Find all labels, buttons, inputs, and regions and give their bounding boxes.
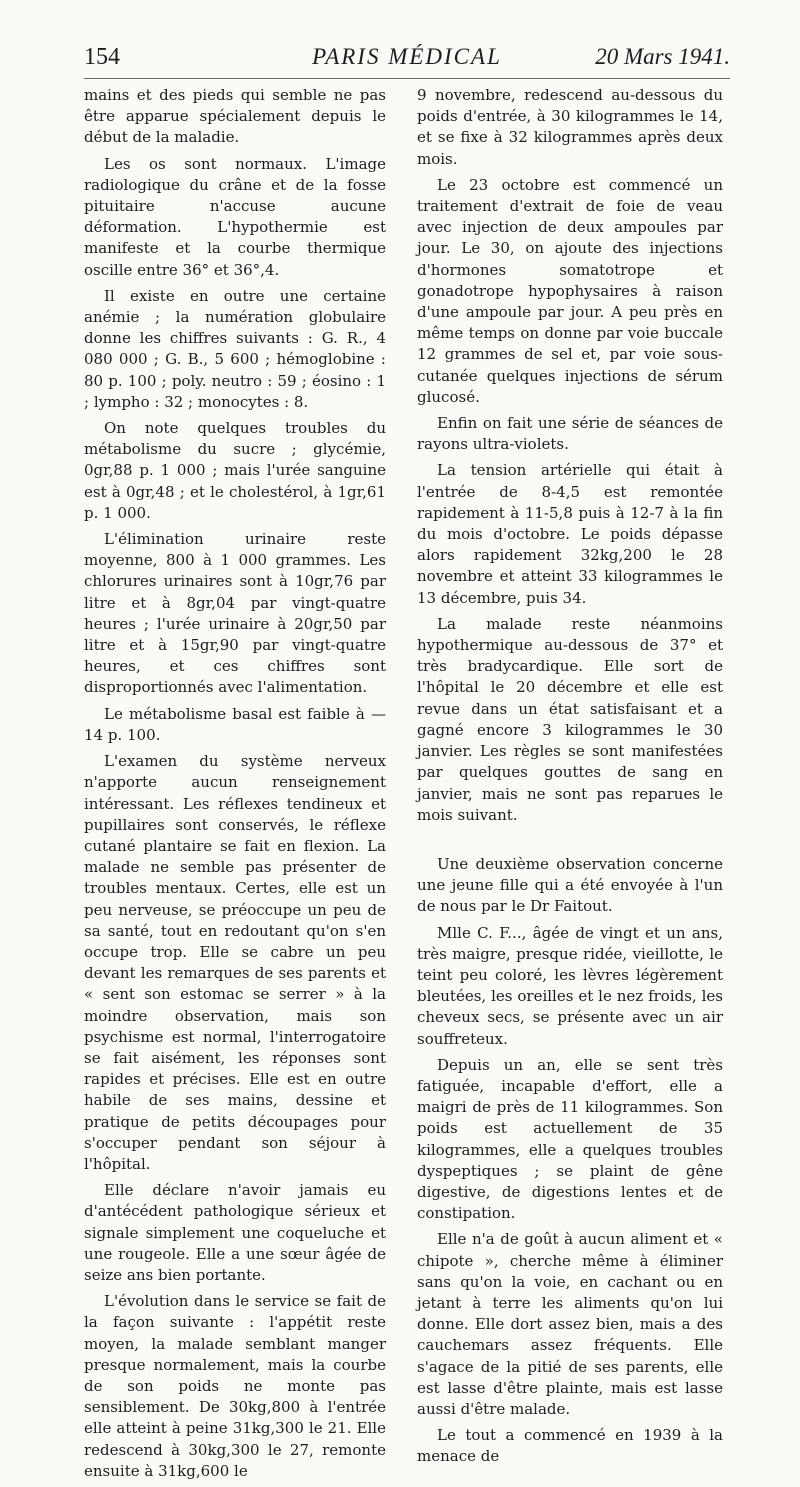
paragraph: Il existe en outre une certaine anémie ; la numération globulaire donne les chiffres suivants : G. R., 4 080 000 ; G. B., 5 600 ; hémoglobine : 80 p. 100 ; poly. neutro : 59 ; éosino : 1 ; lympho : 32 ; monocytes : 8. [84,286,386,411]
journal-title: PARIS MÉDICAL [312,44,502,69]
paragraph: La tension artérielle qui était à l'entrée de 8-4,5 est remontée rapidement à 11-5,8 puis à 12-7 à la fin du mois d'octobre. Le poids dépasse alors rapidement 32kg,200 le 28 novembre et atteint 33 kilogrammes le 13 décembre, puis 34. [417,461,723,607]
paragraph: 9 novembre, redescend au-dessous du poids d'entrée, à 30 kilogrammes le 14, et se fixe à 32 kilogrammes après deux mois. [417,86,723,168]
issue-date: 20 Mars 1941. [595,44,730,69]
paragraph: On note quelques troubles du métabolisme du sucre ; glycémie, 0gr,88 p. 1 000 ; mais l'urée sanguine est à 0gr,48 ; et le cholestérol, à 1gr,61 p. 1 000. [84,419,386,522]
header-rule [84,78,730,79]
right-column [417,85,723,1473]
paragraph: Depuis un an, elle se sent très fatiguée, incapable d'effort, elle a maigri de près de 11 kilogrammes. Son poids est actuellement de 35 kilogrammes, elle a quelques troubles dyspeptiques ; se plaint de gêne digestive, de digestions lentes et de constipation. [417,1055,723,1223]
left-column [84,85,386,1487]
page-number: 154 [84,44,120,70]
paragraph: Le 23 octobre est commencé un traitement d'extrait de foie de veau avec injection de deux ampoules par jour. Le 30, on ajoute des injections d'hormones somatotrope et gonadotrope hypophysaires à raison d'une ampoule par jour. A peu près en même temps on donne par voie buccale 12 grammes de sel et, par voie sous-cutanée quelques injections de sérum glucosé. [417,175,723,406]
paragraph: Elle déclare n'avoir jamais eu d'antécédent pathologique sérieux et signale simplement une coqueluche et une rougeole. Elle a une sœur âgée de seize ans bien portante. [84,1181,386,1284]
paragraph: La malade reste néanmoins hypothermique au-dessous de 37° et très bradycardique. Elle sort de l'hôpital le 20 décembre et elle est revue dans un état satisfaisant et a gagné encore 3 kilogrammes le 30 janvier. Les règles se sont manifestées par quelques gouttes de sang en janvier, mais ne sont pas reparues le mois suivant. [417,614,723,824]
paragraph: Une deuxième observation concerne une jeune fille qui a été envoyée à l'un de nous par le Dr Faitout. [417,854,723,916]
paragraph: Enfin on fait une série de séances de rayons ultra-violets. [417,414,723,454]
paragraph: Mlle C. F..., âgée de vingt et un ans, très maigre, presque ridée, vieillotte, le teint peu coloré, les lèvres légèrement bleutées, les oreilles et le nez froids, les cheveux secs, se présente avec un air souffreteux. [417,923,723,1048]
paragraph: Les os sont normaux. L'image radiologique du crâne et de la fosse pituitaire n'accuse aucune déformation. L'hypothermie est manifeste et la courbe thermique oscille entre 36° et 36°,4. [84,154,386,279]
paragraph: L'élimination urinaire reste moyenne, 800 à 1 000 grammes. Les chlorures urinaires sont à 10gr,76 par litre et à 8gr,04 par vingt-quatre heures ; l'urée urinaire à 20gr,50 par litre et à 15gr,90 par vingt-quatre heures, et ces chiffres sont disproportionnés avec l'alimentation. [84,530,386,697]
paragraph: Elle n'a de goût à aucun aliment et « chipote », cherche même à éliminer sans qu'on la voie, en cachant ou en jetant à terre les aliments qu'on lui donne. Elle dort assez bien, mais a des cauchemars assez fréquents. Elle s'agace de la pitié de ses parents, elle est lasse d'être plainte, mais est lasse aussi d'être malade. [417,1230,723,1418]
paragraph: L'évolution dans le service se fait de la façon suivante : l'appétit reste moyen, la malade semblant manger presque normalement, mais la courbe de son poids ne monte pas sensiblement. De 30kg,800 à l'entrée elle atteint à peine 31kg,300 le 21. Elle redescend à 30kg,300 le 27, remonte ensuite à 31kg,600 le [84,1292,386,1480]
paragraph: Le tout a commencé en 1939 à la menace de [417,1426,723,1466]
paragraph: Le métabolisme basal est faible à — 14 p. 100. [84,704,386,744]
paragraph: L'examen du système nerveux n'apporte aucun renseignement intéressant. Les réflexes tendineux et pupillaires sont conservés, le réflexe cutané plantaire se fait en flexion. La malade ne semble pas présenter de troubles mentaux. Certes, elle est un peu nerveuse, se préoccupe un peu de sa santé, tout en redoutant qu'on s'en occupe trop. Elle se cabre un peu devant les remarques de ses parents et « sent son estomac se serrer » à la moindre observation, mais son psychisme est normal, l'interrogatoire se fait aisément, les réponses sont rapides et précises. Elle est en outre habile de ses mains, dessine et pratique de petits découpages pour s'occuper pendant son séjour à l'hôpital. [84,752,386,1173]
paragraph: mains et des pieds qui semble ne pas être apparue spécialement depuis le début de la maladie. [84,86,386,147]
